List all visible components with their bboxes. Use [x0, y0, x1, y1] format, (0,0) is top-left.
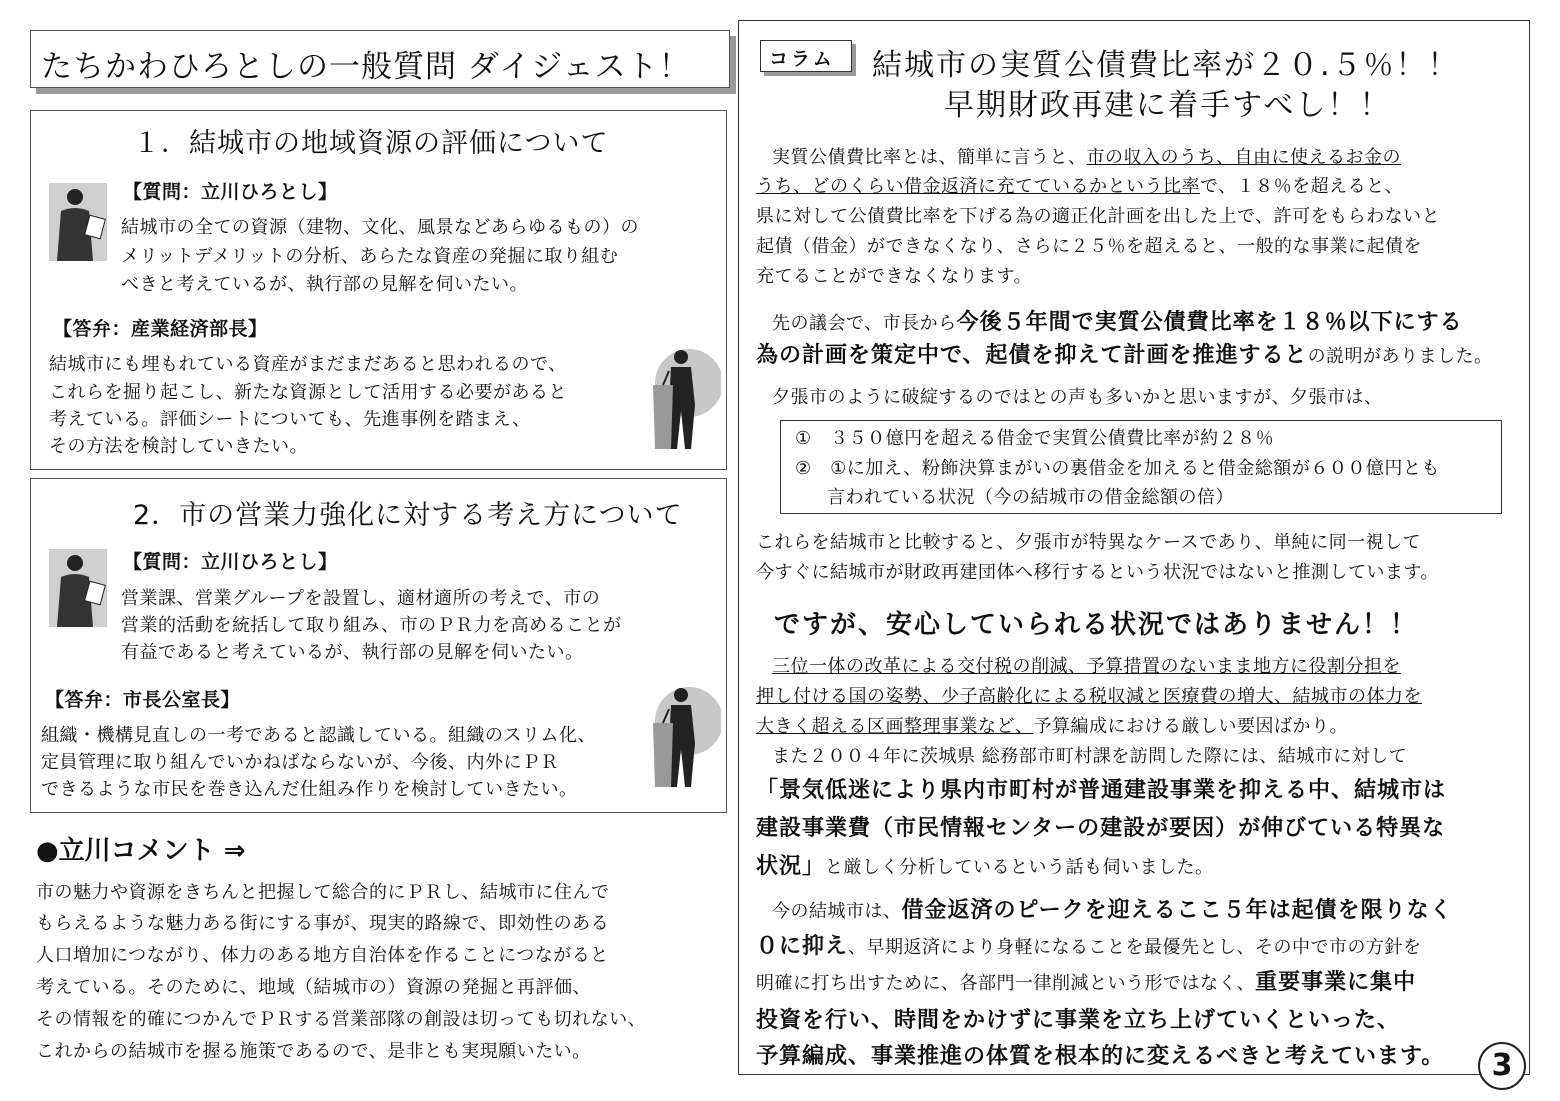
yubari-point: ② ①に加え、粉飾決算まがいの裏借金を加えると借金総額が６００億円とも: [795, 458, 1440, 479]
answer-2-label: 【答弁：市長公室長】: [45, 689, 241, 711]
answer-1-line: 結城市にも埋もれている資産がまだまだあると思われるので、: [49, 354, 567, 375]
answer-1-line: その方法を検討していきたい。: [49, 436, 308, 457]
question-2-line: 有益であると考えているが、執行部の見解を伺いたい。: [121, 642, 584, 663]
conclusion-bold: ０に抑え: [756, 934, 849, 959]
comment-line: その情報を的確につかんでＰＲする営業部隊の創設は切っても切れない、: [36, 1009, 647, 1030]
question-1-line: べきと考えているが、執行部の見解を伺いたい。: [121, 274, 528, 295]
conclusion-text: 予算編成、事業推進の体質を根本的に変えるべきと考えています。: [756, 1044, 1445, 1069]
definition-text: 充てることができなくなります。: [756, 266, 1033, 287]
question-2-line: 営業的活動を統括して取り組み、市のＰＲ力を高めることが: [121, 615, 622, 636]
definition-text: 県に対して公債費比率を下げる為の適正化計画を出した上で、許可をもらわないと: [756, 206, 1441, 227]
mayor-plan-text: [772, 312, 1463, 335]
visit-text: また２００４年に茨城県 総務部市町村課を訪問した際には、結城市に対して: [772, 746, 1408, 767]
comment-line: もらえるような魅力ある街にする事が、現実的路線で、即効性のある: [36, 913, 610, 934]
column-title-line-2: 早期財政再建に着手すべし！！: [944, 88, 1392, 123]
definition-text-start: 実質公債費比率とは、簡単に言うと、: [772, 147, 1087, 168]
question-1-line: メリットデメリットの分析、あらたな資産の発掘に取り組む: [121, 246, 619, 267]
comparison-text: これらを結城市と比較すると、夕張市が特異なケースであり、単純に同一視して: [756, 532, 1422, 553]
prefecture-quote: [756, 856, 1214, 879]
comment-line: 市の魅力や資源をきちんと把握して総合的にＰＲし、結城市に住んで: [36, 882, 610, 903]
prefecture-quote: 建設事業費（市民情報センターの建設が要因）が伸びている特異な: [756, 816, 1446, 841]
conclusion-plain: 、早期返済により身軽になることを最優先とし、その中で市の方針を: [848, 937, 1422, 958]
yubari-point: 言われている状況（今の結城市の借金総額の倍）: [827, 487, 1234, 508]
definition-text-end: で、１８％を超えると、: [1200, 176, 1404, 197]
yubari-point: ① ３５０億円を超える借金で実質公債費比率が約２８％: [795, 428, 1275, 449]
question-1-line: 結城市の全ての資源（建物、文化、風景などあらゆるもの）の: [121, 217, 639, 238]
answer-2-line: 組織・機構見直しの一考であると認識している。組織のスリム化、: [41, 725, 596, 746]
page-number: 3: [1478, 1042, 1526, 1090]
comment-line: 人口増加につながり、体力のある地方自治体を作ることにつながると: [36, 945, 609, 966]
digest-title: たちかわひろとしの一般質問 ダイジェスト！: [41, 49, 691, 85]
definition-text: [756, 176, 1403, 198]
answer-1-line: 考えている。評価シートについても、先進事例を踏まえ、: [49, 409, 531, 430]
factors-tail: 予算編成における厳しい要因ばかり。: [1033, 716, 1348, 737]
comparison-text: 今すぐに結城市が財政再建団体へ移行するという状況ではないと推測しています。: [756, 562, 1440, 583]
conclusion-text: 投資を行い、時間をかけずに事業を立ち上げていくといった、: [756, 1008, 1401, 1033]
speaker-illustration: [641, 679, 721, 789]
mayor-plan-text: [756, 345, 1493, 368]
factors-text: 三位一体の改革による交付税の削減、予算措置のないまま地方に役割分担を: [772, 656, 1401, 677]
conclusion-text: [772, 900, 1453, 923]
digest-title-box: [30, 30, 730, 88]
definition-underlined: うち、どのくらい借金返済に充てているかという比率: [756, 176, 1200, 197]
questioner-illustration: [49, 549, 107, 627]
comment-line: 考えている。そのために、地域（結城市の）資源の発掘と再評価、: [36, 977, 591, 998]
question-1-box: [30, 110, 727, 470]
column-title-line-1: 結城市の実質公債費比率が２０.５％！！: [872, 48, 1460, 83]
question-1-label: 【質問：立川ひろとし】: [123, 181, 338, 203]
mayor-plan-prefix: 先の議会で、市長から: [772, 313, 957, 334]
conclusion-text: [756, 936, 1422, 959]
question-1-heading: １．結城市の地域資源の評価について: [133, 128, 609, 159]
question-2-box: [30, 478, 727, 813]
conclusion-bold: 借金返済のピークを迎えるここ５年は起債を限りなく: [901, 898, 1453, 923]
comment-heading: ●立川コメント ⇒: [36, 836, 246, 866]
answer-2-line: できるような市民を巻き込んだ仕組み作りを検討していきたい。: [41, 779, 578, 800]
prefecture-quote-tail: と厳しく分析しているという話も伺いました。: [825, 857, 1214, 878]
warning-heading: ですが、安心していられる状況ではありません！！: [774, 610, 1419, 640]
factors-text: 押し付ける国の姿勢、少子高齢化による税収減と医療費の増大、結城市の体力を: [756, 686, 1422, 707]
conclusion-bold: 重要事業に集中: [1255, 970, 1417, 995]
question-2-line: 営業課、営業グループを設置し、適材適所の考えで、市の: [121, 588, 601, 609]
comment-line: これからの結城市を握る施策であるので、是非とも実現願いたい。: [36, 1041, 591, 1062]
speaker-illustration: [641, 341, 721, 451]
question-2-label: 【質問：立川ひろとし】: [123, 551, 338, 573]
mayor-plan-bold: 為の計画を策定中で、起債を抑えて計画を推進すると: [756, 343, 1308, 368]
answer-2-line: 定員管理に取り組んでいかねばならないが、今後、内外にＰＲ: [41, 752, 559, 773]
conclusion-plain: 明確に打ち出すために、各部門一律削減という形ではなく、: [756, 973, 1256, 994]
factors-text: [756, 716, 1348, 738]
answer-1-label: 【答弁：産業経済部長】: [53, 318, 268, 340]
definition-text: [772, 147, 1401, 169]
mayor-plan-bold: 今後５年間で実質公債費比率を１８％以下にする: [956, 310, 1463, 335]
conclusion-text: [756, 972, 1416, 995]
column-tag: [760, 40, 852, 72]
answer-1-line: これらを掘り起こし、新たな資源として活用する必要があると: [49, 382, 567, 403]
prefecture-quote-end: 状況」: [756, 854, 826, 879]
yubari-box: [780, 420, 1502, 514]
definition-underlined: 市の収入のうち、自由に使えるお金の: [1086, 147, 1401, 168]
conclusion-plain: 今の結城市は、: [772, 901, 902, 922]
mayor-plan-suffix: の説明がありました。: [1307, 346, 1493, 367]
yubari-intro: 夕張市のように破綻するのではとの声も多いかと思いますが、夕張市は、: [772, 387, 1383, 408]
prefecture-quote: 「景気低迷により県内市町村が普通建設事業を抑える中、結城市は: [756, 778, 1447, 803]
question-2-heading: 2．市の営業力強化に対する考え方について: [133, 500, 683, 531]
questioner-illustration: [49, 183, 107, 261]
factors-underlined: 大きく超える区画整理事業など、: [756, 716, 1034, 737]
definition-text: 起債（借金）ができなくなり、さらに２５％を超えると、一般的な事業に起債を: [756, 236, 1422, 257]
column-tag-label: コラム: [769, 48, 835, 70]
